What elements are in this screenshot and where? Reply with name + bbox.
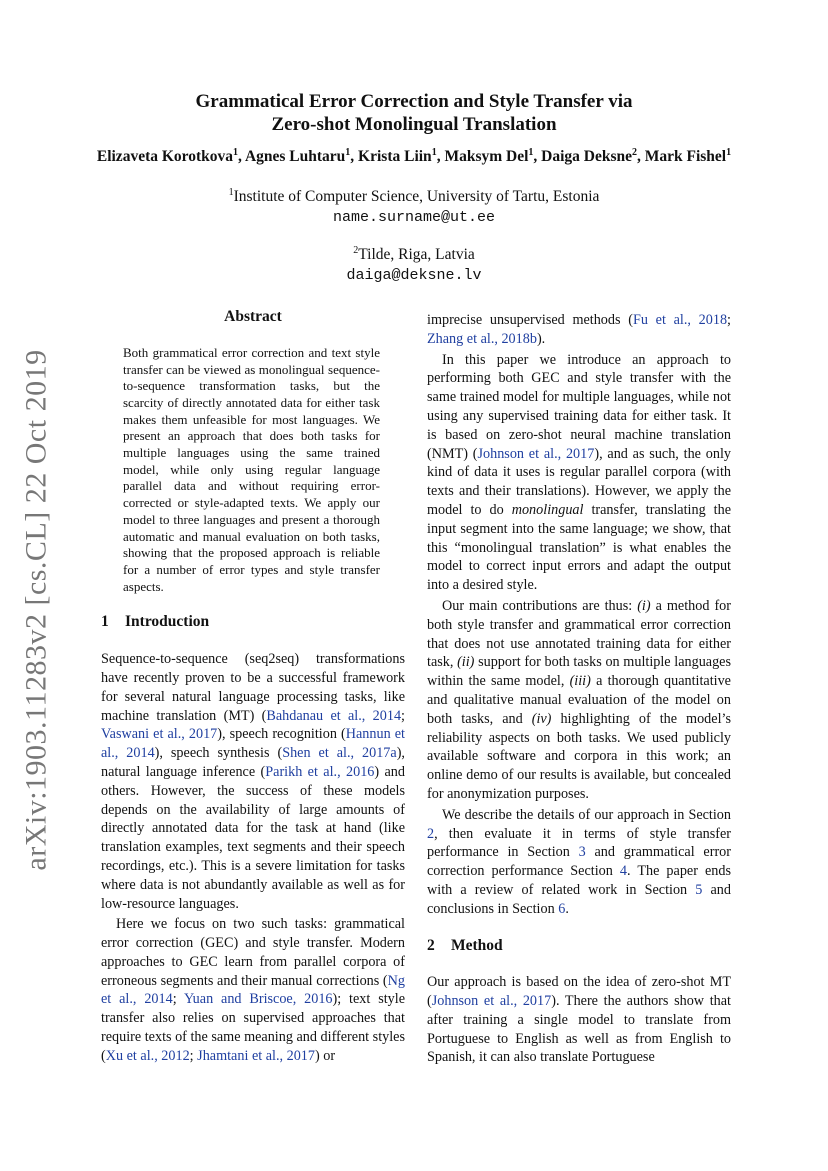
text-run: ), natural language inference ( xyxy=(101,745,405,780)
affiliation-mark: 1 xyxy=(726,146,732,158)
text-run: highlighting of the model’s reliability aspects on both tasks. We used publicly available software and corpora in this work; an online demo of our results is available, but concealed for anonymization purposes. xyxy=(427,710,731,802)
citation-link[interactable]: Jhamtani et al., 2017 xyxy=(197,1047,315,1064)
text-run: imprecise unsupervised methods ( xyxy=(427,312,633,328)
paragraph xyxy=(101,650,405,913)
text-run: ) or xyxy=(314,1047,336,1064)
text-run: a method for both style transfer and grammatical error correction that does not use annotated training data for either task, xyxy=(427,597,731,671)
text-run: support for both tasks on multiple languages within the same model, xyxy=(427,654,731,690)
citation-link[interactable]: Yuan and Briscoe, 2016 xyxy=(184,991,333,1008)
citation-link[interactable]: Shen et al., 2017a xyxy=(282,745,397,762)
affiliation-mark: 2 xyxy=(353,244,359,256)
text-run: ). xyxy=(536,330,546,347)
citation-link[interactable]: Hannun et al., 2014 xyxy=(101,726,405,762)
citation-link[interactable]: Johnson et al., 2017 xyxy=(431,993,552,1010)
citation-link[interactable]: Ng et al., 2014 xyxy=(101,972,405,1008)
emphasis: (ii) xyxy=(457,654,475,671)
citation-link[interactable]: Parikh et al., 2016 xyxy=(265,763,375,780)
paragraph xyxy=(427,311,731,349)
author: Elizaveta Korotkova xyxy=(96,148,234,165)
paragraph xyxy=(427,806,731,919)
text-run: and conclusions in Section xyxy=(427,881,731,917)
text-run: ; xyxy=(189,1047,198,1064)
citation-link[interactable]: Bahdanau et al., 2014 xyxy=(266,707,402,724)
text-run: . xyxy=(565,900,569,917)
text-run: transfer, translating the input segment into the same language; we show, that this “monolingual translation” is what enables the model to correct input errors and adapt the output into a desired style. xyxy=(427,501,732,594)
text-run: ), speech recognition ( xyxy=(217,726,346,743)
section-number: 2 xyxy=(427,936,435,954)
section-link[interactable]: 5 xyxy=(695,881,703,898)
text-run: We describe the details of our approach in Section xyxy=(442,806,731,823)
affiliation-mark: 1 xyxy=(228,186,234,198)
paragraph xyxy=(427,973,731,1067)
affiliation-mark: 2 xyxy=(632,146,637,158)
arxiv-identifier: arXiv:1903.11283v2 [cs.CL] 22 Oct 2019 xyxy=(20,349,53,871)
citation-link[interactable]: Vaswani et al., 2017 xyxy=(101,726,218,743)
text-run: Our main contributions are thus: xyxy=(442,597,638,614)
text-run: ), and as such, the only kind of data it uses is regular parallel corpora (with texts and their translations). However, we apply the model to do xyxy=(427,445,731,518)
section-link[interactable]: 3 xyxy=(578,844,586,861)
paragraph xyxy=(427,351,731,595)
affiliation-mark: 1 xyxy=(528,146,534,158)
citation-link[interactable]: Xu et al., 2012 xyxy=(105,1047,190,1064)
section-heading-introduction xyxy=(101,613,405,632)
text-run: ; xyxy=(401,707,405,724)
affiliation-2 xyxy=(0,244,828,286)
affiliation-1 xyxy=(0,186,828,228)
affiliation-name: Institute of Computer Science, University of Tartu, Estonia xyxy=(233,188,600,205)
text-run: ; xyxy=(727,312,731,328)
emphasis: (iii) xyxy=(569,673,591,690)
text-run: ); text style transfer also relies on supervised approaches that require texts of the same meaning and different styles ( xyxy=(101,991,405,1064)
section-title: Introduction xyxy=(125,613,210,631)
affiliation-mark: 1 xyxy=(345,146,351,158)
text-run: , then evaluate it in terms of style transfer performance in Section xyxy=(427,825,731,861)
author: Maksym Del xyxy=(444,148,529,165)
paragraph xyxy=(101,915,405,1065)
emphasis: monolingual xyxy=(511,501,584,518)
arxiv-sidebar xyxy=(12,349,62,871)
author: Agnes Luhtaru xyxy=(244,148,346,165)
paper-title xyxy=(0,90,828,136)
text-run: Here we focus on two such tasks: grammatical error correction (GEC) and style transfer. Modern approaches to GEC learn from parallel corpora of erroneous segments and their manual corrections ( xyxy=(101,916,405,989)
section-link[interactable]: 2 xyxy=(427,825,435,842)
emphasis: (iv) xyxy=(531,710,552,727)
title-line-2: Zero-shot Monolingual Translation xyxy=(271,114,557,135)
affiliation-email[interactable]: name.surname@ut.ee xyxy=(332,209,496,226)
text-run: ; xyxy=(172,991,184,1008)
citation-link[interactable]: Zhang et al., 2018b xyxy=(427,330,537,347)
affiliation-mark: 1 xyxy=(233,146,239,158)
section-number: 1 xyxy=(101,613,109,631)
text-run: In this paper we introduce an approach to performing both GEC and style transfer with the same trained model for multiple languages, while not using any supervised training data for either task. It is based on zero-shot neural machine translation (NMT) ( xyxy=(427,351,731,462)
author: Daiga Deksne xyxy=(541,148,632,165)
paragraph xyxy=(427,597,731,804)
left-column xyxy=(101,308,405,1066)
text-run: and grammatical error correction performance Section xyxy=(427,844,731,880)
affiliation-email[interactable]: daiga@deksne.lv xyxy=(346,267,482,284)
section-heading-method xyxy=(427,937,731,956)
text-run: ) and others. However, the success of these models depends on the availability of large amounts of directly annotated data for the task at hand (like translation examples, text segments and their speech recordings, etc.). This is a severe limitation for tasks where data is not abundantly available as well as for low-resource languages. xyxy=(101,763,405,912)
citation-link[interactable]: Johnson et al., 2017 xyxy=(477,445,595,462)
section-link[interactable]: 6 xyxy=(558,900,566,917)
text-run: ). There the authors show that after training a single model to translate from Portuguese to English as well as from English to Spanish, it can also translate Portuguese xyxy=(427,993,731,1066)
right-column xyxy=(427,311,731,1067)
section-title: Method xyxy=(451,936,503,954)
abstract-text: Both grammatical error correction and text style transfer can be viewed as monolingual sequence-to-sequence transformation tasks, but the scarcity of directly annotated data for either task makes them unfeasible for most languages. We present an approach that does both tasks for multiple languages using the same trained model, while only using regular language parallel data and without requiring error-corrected or style-adapted texts. We apply our model to three languages and present a thorough automatic and manual evaluation on both tasks, showing that the proposed approach is reliable for a number of error types and style transfer aspects. xyxy=(123,344,380,594)
author: Mark Fishel xyxy=(644,148,727,165)
text-run: Sequence-to-sequence (seq2seq) transformations have recently proven to be a successful framework for several natural language processing tasks, like machine translation (MT) ( xyxy=(101,651,405,724)
affiliation-mark: 1 xyxy=(431,146,437,158)
section-link[interactable]: 4 xyxy=(619,863,627,880)
affiliation-name: Tilde, Riga, Latvia xyxy=(358,246,475,263)
citation-link[interactable]: Fu et al., 2018 xyxy=(632,312,728,328)
text-run: a thorough quantitative and qualitative manual evaluation of the model on both tasks, and xyxy=(427,673,731,727)
text-run: . The paper ends with a review of related work in Section xyxy=(427,863,731,898)
author-list: Elizaveta Korotkova$^1$, Agnes Luhtaru$^1$, Krista Liin$^1$, Maksym Del$^1$, Daiga Deksne$^2$, Mark Fishel$^1$ xyxy=(96,146,732,165)
abstract-heading: Abstract xyxy=(224,308,282,325)
title-line-1: Grammatical Error Correction and Style Transfer via xyxy=(195,91,633,112)
text-run: ), speech synthesis ( xyxy=(154,745,283,762)
text-run: Our approach is based on the idea of zero-shot MT ( xyxy=(427,974,731,1010)
author: Krista Liin xyxy=(358,148,432,165)
emphasis: (i) xyxy=(637,597,651,614)
